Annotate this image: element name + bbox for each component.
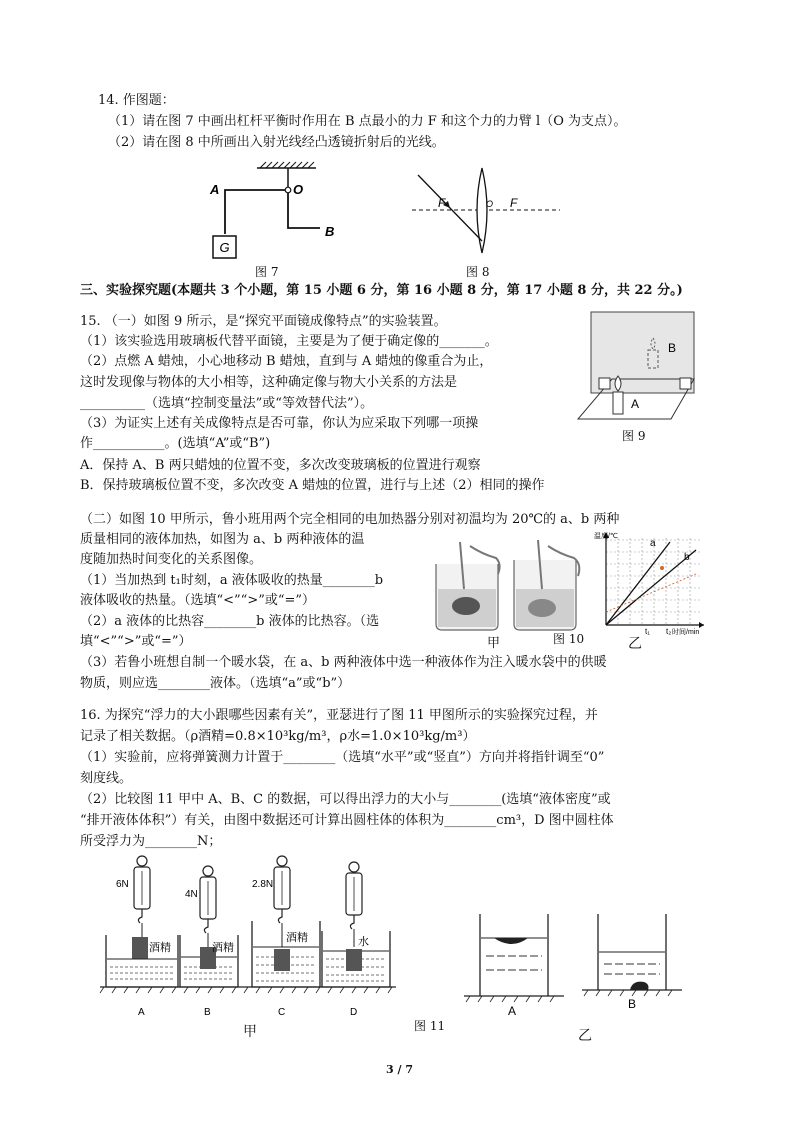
fig11-reading-b: 4N (185, 889, 198, 900)
fig11-reading-c: 2.8N (252, 879, 274, 890)
fig10-t2: t₂ (666, 627, 672, 636)
q14-title: 14. 作图题： (98, 93, 175, 108)
figure-10-yi-label: 乙 (628, 636, 642, 652)
fig10-t1: t₁ (645, 627, 650, 636)
q15-line-3: （2）点燃 A 蜡烛，小心地移动 B 蜡烛，直到与 A 蜡烛的像重合为止， (80, 354, 493, 369)
q15-line-4: 这时发现像与物体的大小相等，这种确定像与物大小关系的方法是 (80, 375, 458, 390)
fig11-liquid-d: 水 (358, 936, 369, 948)
q16-line-4: 刻度线。 (80, 771, 133, 786)
fig10-ylabel: 温度/℃ (594, 533, 618, 540)
q15-part2-line-5: 液体吸收的热量。（选填“<”“>”或“=”） (80, 593, 316, 608)
figure-9-caption: 图 9 (622, 429, 646, 443)
figure-11-yi-containers (460, 910, 700, 1020)
q15-line-2: （1）该实验选用玻璃板代替平面镜，主要是为了便于确定像的_______。 (80, 334, 498, 349)
fig9-label-b: B (668, 341, 677, 355)
q15-part2-line-6: （2）a 液体的比热容________b 液体的比热容。（选 (80, 614, 380, 629)
figure-8-lens (410, 165, 570, 265)
q15-line-1: 15. （一）如图 9 所示，是“探究平面镜成像特点”的实验装置。 (80, 314, 447, 329)
fig11-label-b: B (204, 1007, 211, 1018)
figure-7-lever (200, 160, 350, 272)
fig11-label-d: D (350, 1007, 358, 1018)
q15-option-b: B．保持玻璃板位置不变，多次改变 A 蜡烛的位置，进行与上述（2）相同的操作 (80, 478, 545, 493)
fig11-setup-a (106, 856, 178, 1018)
section-3-heading: 三、实验探究题(本题共 3 个小题，第 15 小题 6 分，第 16 小题 8 分，第 17 小题 8 分，共 22 分。) (80, 283, 683, 298)
fig7-label-b: B (325, 224, 335, 239)
fig7-label-g: G (219, 240, 230, 255)
figure-11-jia-experiments (96, 853, 416, 1023)
figure-10-graph (592, 530, 712, 645)
fig8-label-f-left: F (438, 196, 446, 210)
fig7-label-o: O (293, 182, 304, 197)
figure-9-mirror-setup (576, 312, 704, 422)
fig7-label-a: A (210, 182, 220, 197)
q16-line-7: 所受浮力为________N； (80, 834, 222, 849)
figure-7-caption: 图 7 (255, 265, 279, 279)
q15-line-5: __________（选填“控制变量法”或“等效替代法”）。 (80, 396, 374, 411)
figure-10-beakers (430, 534, 590, 634)
fig10-line-a: a (650, 538, 656, 549)
figure-8-caption: 图 8 (466, 265, 490, 279)
fig11-liquid-a: 酒精 (149, 942, 171, 954)
fig11-setup-d (322, 862, 390, 1018)
fig11-setup-b (180, 866, 238, 1018)
q15-part2-line-8: （3）若鲁小班想自制一个暖水袋，在 a、b 两种液体中选一种液体作为注入暖水袋中的供暖 (80, 655, 607, 670)
fig10-xlabel: 时间/min (672, 629, 700, 636)
fig8-label-o: O (486, 199, 494, 209)
q16-line-1: 16. 为探究“浮力的大小跟哪些因素有关”，亚瑟进行了图 11 甲图所示的实验探究过程，并 (80, 708, 598, 723)
fig11-yi-label-b: B (628, 997, 637, 1011)
fig8-label-f-right: F (510, 196, 518, 210)
fig9-label-a: A (631, 397, 640, 411)
figure-11-yi-label: 乙 (578, 1028, 592, 1044)
q15-part2-line-9: 物质，则应选________液体。（选填“a”或“b”） (80, 676, 351, 691)
q16-line-5: （2）比较图 11 甲中 A、B、C 的数据，可以得出浮力的大小与________(选填“液体密度”或 (80, 792, 611, 807)
fig11-reading-a: 6N (116, 879, 129, 890)
q15-part2-line-2: 质量相同的液体加热，如图为 a、b 两种液体的温 (80, 532, 365, 547)
fig11-liquid-c: 酒精 (286, 932, 308, 944)
q15-line-6: （3）为证实上述有关成像特点是否可靠，你认为应采取下列哪一项操 (80, 416, 479, 431)
figure-10-caption: 图 10 (553, 632, 585, 646)
q15-part2-line-4: （1）当加热到 t₁时刻，a 液体吸收的热量________b (80, 573, 384, 588)
q16-line-2: 记录了相关数据。（ρ酒精=0.8×10³kg/m³，ρ水=1.0×10³kg/m³） (80, 729, 476, 744)
q15-line-7: 作___________。(选填“A”或“B”) (80, 436, 271, 451)
fig11-setup-c (252, 856, 320, 1018)
q16-line-6: “排开液体体积”）有关，由图中数据还可计算出圆柱体的体积为________cm³，D 图中圆柱体 (80, 813, 614, 828)
fig11-label-c: C (278, 1007, 286, 1018)
q15-part2-line-3: 度随加热时间变化的关系图像。 (80, 552, 263, 567)
q16-line-3: （1）实验前，应将弹簧测力计置于________（选填“水平”或“竖直”）方向并将指针调至“0” (80, 750, 605, 765)
q15-part2-line-1: （二）如图 10 甲所示，鲁小班用两个完全相同的电加热器分别对初温均为 20℃的 a、b 两种 (80, 512, 620, 527)
fig11-label-a: A (138, 1007, 145, 1018)
q15-option-a: A．保持 A、B 两只蜡烛的位置不变，多次改变玻璃板的位置进行观察 (80, 458, 481, 473)
q15-part2-line-7: 填“<”“>”或“=”） (80, 634, 192, 649)
q14-part1: （1）请在图 7 中画出杠杆平衡时作用在 B 点最小的力 F 和这个力的力臂 l（O 为支点）。 (108, 114, 627, 129)
fig10-line-b: b (684, 552, 690, 563)
fig11-yi-label-a: A (508, 1004, 517, 1018)
figure-11-jia-label: 甲 (243, 1024, 257, 1040)
page-number: 3 / 7 (386, 1063, 413, 1076)
figure-10-jia-label: 甲 (487, 636, 501, 651)
figure-11-caption: 图 11 (414, 1019, 446, 1033)
q14-part2: （2）请在图 8 中所画出入射光线经凸透镜折射后的光线。 (108, 135, 445, 150)
fig11-liquid-b: 酒精 (212, 942, 234, 954)
